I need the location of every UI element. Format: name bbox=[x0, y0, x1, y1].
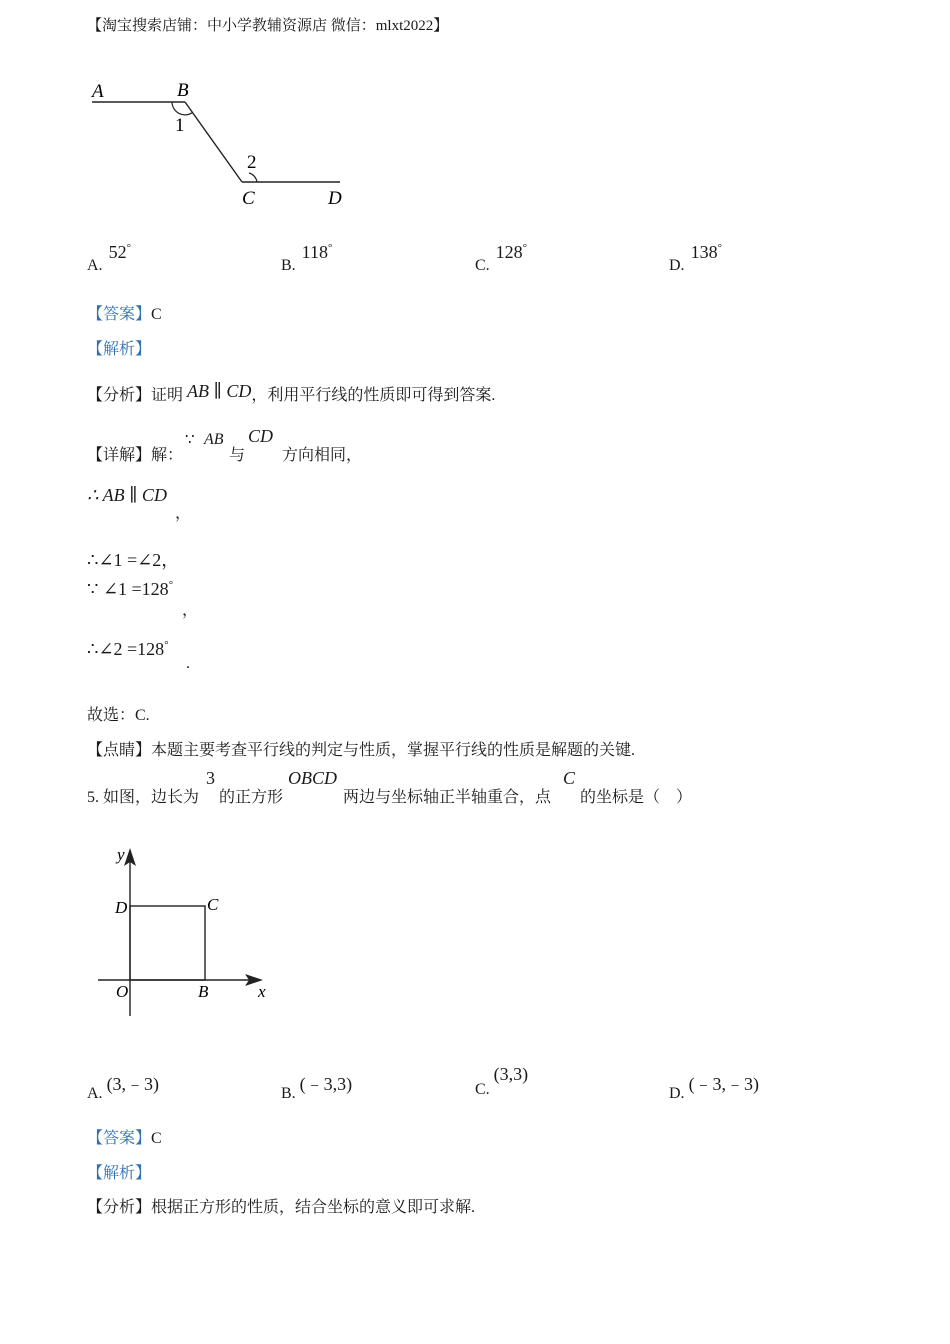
coordinate-square-figure bbox=[95, 838, 275, 1023]
angle2-arc bbox=[249, 173, 257, 182]
fenxi-text: 根据正方形的性质，结合坐标的意义即可求解. bbox=[151, 1199, 476, 1216]
answer-value: C bbox=[151, 1130, 162, 1147]
option-letter: A. bbox=[87, 257, 103, 274]
given-angle1: ∵ ∠1 =128° bbox=[87, 579, 174, 599]
fenxi-pre: 证明 bbox=[151, 387, 184, 404]
fenxi-tag: 【分析】 bbox=[87, 1199, 152, 1216]
conclusion-parallel-punct: ， bbox=[175, 505, 192, 522]
fenxi-tag: 【分析】 bbox=[87, 387, 152, 404]
option-value: 118° bbox=[301, 242, 333, 262]
q4-fenxi bbox=[87, 382, 495, 405]
origin-label: O bbox=[116, 982, 129, 1001]
parallel-lines-figure bbox=[85, 75, 355, 215]
q5-stem-post: 的坐标是（ ） bbox=[580, 789, 693, 806]
point-b-label: B bbox=[198, 982, 209, 1001]
point-d-label: D bbox=[328, 188, 342, 209]
angle2-label: 2 bbox=[247, 152, 257, 173]
q4-option-a[interactable] bbox=[87, 242, 131, 275]
header-note: 【淘宝搜索店铺：中小学教辅资源店 微信：mlxt2022】 bbox=[87, 18, 449, 34]
option-value: (3,3) bbox=[493, 1064, 529, 1084]
q4-option-b[interactable] bbox=[281, 242, 333, 275]
square-obcd bbox=[130, 906, 205, 980]
fenxi-post: ，利用平行线的性质即可得到答案. bbox=[251, 387, 496, 404]
y-axis-label: y bbox=[117, 845, 125, 864]
dianjing-tag: 【点睛】 bbox=[87, 742, 152, 759]
fenxi-math: AB ∥ CD bbox=[187, 381, 252, 401]
point-a-label: A bbox=[92, 81, 104, 102]
option-value: (3,﹣3) bbox=[106, 1074, 160, 1094]
detail-cd: CD bbox=[248, 426, 274, 446]
conclusion-parallel: ∴ AB ∥ CD bbox=[87, 485, 167, 505]
q4-answer bbox=[87, 301, 162, 324]
q5-stem-mid2: 两边与坐标轴正半轴重合，点 bbox=[343, 789, 552, 806]
q5-answer bbox=[87, 1125, 162, 1148]
point-c-label: C bbox=[242, 188, 255, 209]
detail-post: 方向相同， bbox=[282, 447, 363, 464]
segment-bc bbox=[185, 102, 242, 182]
q5-stem-point: C bbox=[563, 768, 576, 788]
answer-tag: 【答案】 bbox=[87, 1130, 152, 1147]
option-letter: D. bbox=[669, 1085, 685, 1102]
option-letter: B. bbox=[281, 257, 296, 274]
q4-option-c[interactable] bbox=[475, 242, 528, 275]
dianjing-text: 本题主要考查平行线的判定与性质，掌握平行线的性质是解题的关键. bbox=[151, 742, 636, 759]
q4-analysis-tag: 【解析】 bbox=[87, 341, 152, 358]
option-letter: C. bbox=[475, 1081, 490, 1098]
choice-line: 故选：C. bbox=[87, 707, 150, 724]
x-axis-label: x bbox=[258, 982, 266, 1001]
option-letter: B. bbox=[281, 1085, 296, 1102]
q5-option-c[interactable] bbox=[475, 1064, 529, 1099]
q5-option-d[interactable] bbox=[669, 1074, 760, 1104]
q4-detail-line bbox=[87, 442, 183, 465]
q5-analysis-tag: 【解析】 bbox=[87, 1165, 152, 1182]
q5-stem-name: OBCD bbox=[288, 768, 337, 788]
option-value: (﹣3,3) bbox=[299, 1074, 353, 1094]
detail-tag: 【详解】 bbox=[87, 447, 152, 464]
q5-fenxi bbox=[87, 1194, 475, 1217]
option-letter: D. bbox=[669, 257, 685, 274]
q5-stem-pre: 5. 如图，边长为 bbox=[87, 789, 200, 806]
angle1-label: 1 bbox=[175, 115, 185, 136]
option-value: 128° bbox=[495, 242, 528, 262]
answer-tag: 【答案】 bbox=[87, 306, 152, 323]
q5-option-b[interactable] bbox=[281, 1074, 353, 1104]
result-angle2: ∴∠2 =128° bbox=[87, 639, 169, 659]
q5-option-a[interactable] bbox=[87, 1074, 160, 1104]
detail-pre: 解： bbox=[151, 447, 184, 464]
because-symbol: ∵ bbox=[185, 432, 195, 448]
option-value: 52° bbox=[108, 242, 131, 262]
option-value: (﹣3,﹣3) bbox=[688, 1074, 760, 1094]
q4-option-d[interactable] bbox=[669, 242, 722, 275]
point-d-label: D bbox=[115, 898, 128, 917]
q5-stem-n: 3 bbox=[206, 768, 215, 788]
result-angle2-punct: . bbox=[186, 655, 190, 672]
q5-stem-mid: 的正方形 bbox=[219, 789, 284, 806]
option-letter: C. bbox=[475, 257, 490, 274]
detail-and: 与 bbox=[229, 447, 246, 464]
detail-ab: AB bbox=[204, 431, 224, 448]
option-letter: A. bbox=[87, 1085, 103, 1102]
point-c-label: C bbox=[207, 895, 219, 914]
answer-value: C bbox=[151, 306, 162, 323]
q4-dianjing bbox=[87, 737, 635, 760]
point-b-label: B bbox=[177, 80, 189, 101]
conclusion-angles-equal: ∴∠1 =∠2， bbox=[87, 550, 180, 570]
given-angle1-punct: ， bbox=[182, 602, 199, 619]
option-value: 138° bbox=[690, 242, 722, 262]
